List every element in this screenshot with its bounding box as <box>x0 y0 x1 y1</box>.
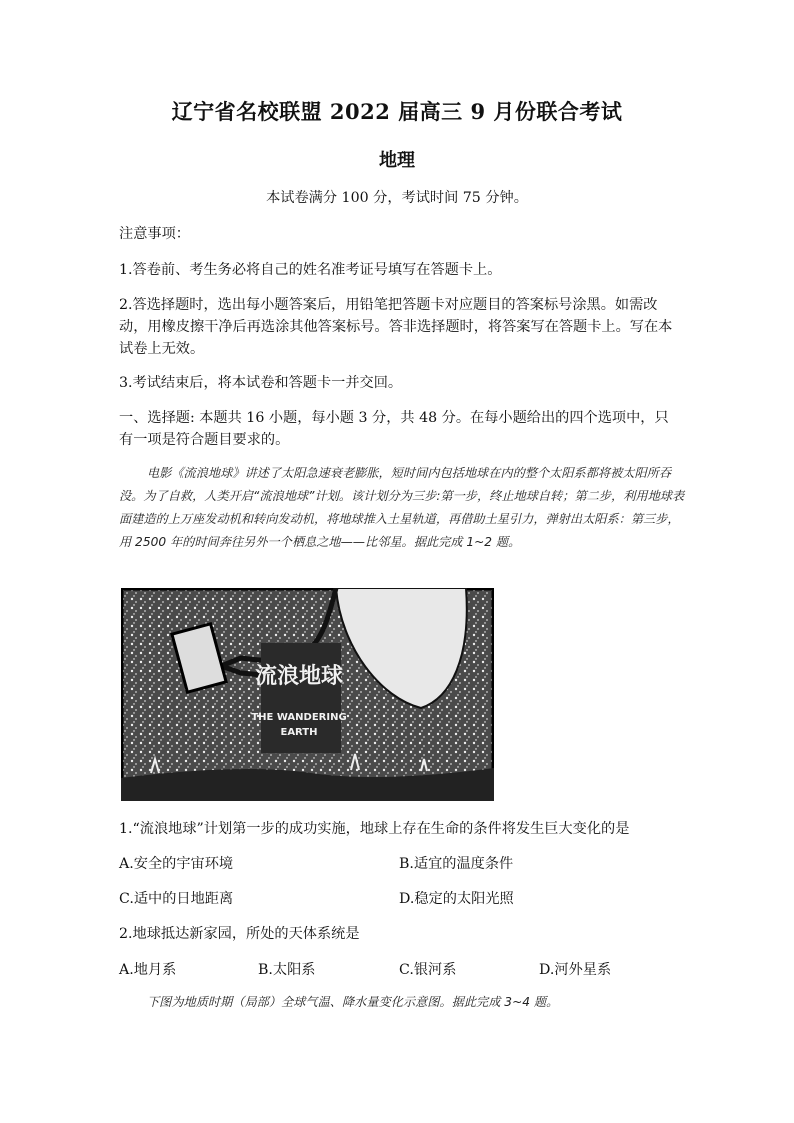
passage-1: 电影《流浪地球》讲述了太阳急速衰老膨胀，短时间内包括地球在内的整个太阳系都将被太阳所吞没。为了自救，人类开启“流浪地球”计划。该计划分为三步:第一步，终止地球自转；第二步，利用地球表面建造的上万座发动机和转向发动机，将地球推入土星轨道，再借助土星引力，弹射出太阳系：第三步，用 2500 年的时间奔往另外一个栖息之地——比邻星。据此完成 1~2 题。 <box>119 466 685 549</box>
notice-heading: 注意事项： <box>119 226 190 242</box>
question-1-option-a: A.安全的宇宙环境 <box>119 856 234 872</box>
question-1-option-b: B.适宜的温度条件 <box>399 856 514 872</box>
poster-title-en-2: EARTH <box>280 727 318 738</box>
question-2-option-c: C.银河系 <box>399 962 457 978</box>
exam-info: 本试卷满分 100 分，考试时间 75 分钟。 <box>266 190 528 206</box>
question-2-option-b: B.太阳系 <box>258 962 316 978</box>
poster-title-en-1: THE WANDERING <box>251 712 347 723</box>
question-2-option-a: A.地月系 <box>119 962 177 978</box>
question-2-option-d: D.河外星系 <box>539 962 612 978</box>
question-1-stem: 1.“流浪地球”计划第一步的成功实施，地球上存在生命的条件将发生巨大变化的是 <box>119 821 630 837</box>
question-1-option-c: C.适中的日地距离 <box>119 891 234 907</box>
question-2-stem: 2.地球抵达新家园，所处的天体系统是 <box>119 926 360 942</box>
notice-item-3: 3.考试结束后，将本试卷和答题卡一并交回。 <box>119 375 403 391</box>
exam-title: 辽宁省名校联盟 2022 届高三 9 月份联合考试 <box>171 99 623 124</box>
poster-title-cn: 流浪地球 <box>254 663 344 689</box>
notice-item-1: 1.答卷前、考生务必将自己的姓名准考证号填写在答题卡上。 <box>119 262 502 278</box>
section-heading: 一、选择题: 本题共 16 小题，每小题 3 分，共 48 分。在每小题给出的四个选项中，只有一项是符合题目要求的。 <box>119 410 669 448</box>
passage-2: 下图为地质时期（局部）全球气温、降水量变化示意图。据此完成 3~4 题。 <box>147 995 559 1009</box>
notice-item-2: 2.答选择题时，选出每小题答案后，用铅笔把答题卡对应题目的答案标号涂黑。如需改动，用橡皮擦干净后再选涂其他答案标号。答非选择题时，将答案写在答题卡上。写在本试卷上无效。 <box>119 297 673 357</box>
wandering-earth-poster <box>121 588 494 801</box>
subject-title: 地理 <box>379 150 415 171</box>
question-1-option-d: D.稳定的太阳光照 <box>399 891 514 907</box>
